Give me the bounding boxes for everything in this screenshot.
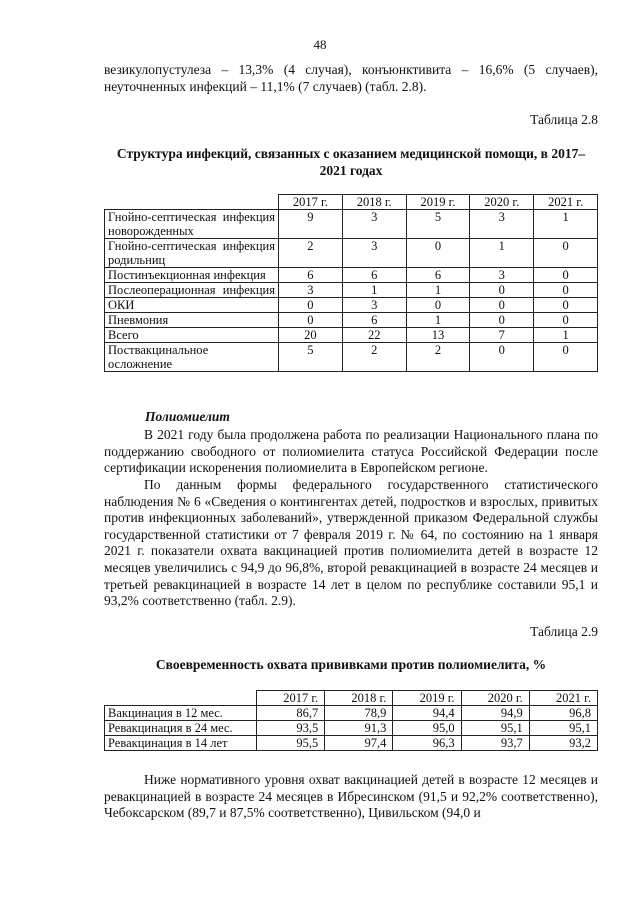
row-label: ОКИ xyxy=(105,298,279,313)
table-cell: 0 xyxy=(534,239,598,268)
table-cell: 3 xyxy=(342,210,406,239)
row-label: Пневмония xyxy=(105,313,279,328)
table-cell: 3 xyxy=(470,268,534,283)
table-cell: 95,1 xyxy=(529,721,597,736)
table-cell: 3 xyxy=(342,239,406,268)
year-header: 2020 г. xyxy=(470,195,534,210)
table-row xyxy=(105,706,598,721)
paragraph-1: В 2021 году была продолжена работа по реализации Национального плана по поддержанию свободного от полиомиелита статуса Российской Федерации после сертификации искоренения полиомиелита в Европейском регионе. xyxy=(104,427,598,476)
table-header-row xyxy=(105,195,598,210)
table-cell: 0 xyxy=(406,298,470,313)
year-header: 2017 г. xyxy=(257,691,325,706)
table-cell: 93,7 xyxy=(461,736,529,751)
table-row xyxy=(105,313,598,328)
table-cell: 96,8 xyxy=(529,706,597,721)
table-cell: 0 xyxy=(534,343,598,372)
year-header: 2017 г. xyxy=(279,195,343,210)
table-cell: 6 xyxy=(406,268,470,283)
table-cell: 22 xyxy=(342,328,406,343)
table-cell: 93,2 xyxy=(529,736,597,751)
table-cell: 6 xyxy=(342,268,406,283)
table-cell: 0 xyxy=(534,298,598,313)
table-cell: 0 xyxy=(279,313,343,328)
page-number: 48 xyxy=(313,37,327,52)
table-cell: 1 xyxy=(342,283,406,298)
row-label: Ревакцинация в 14 лет xyxy=(105,736,257,751)
table-cell: 94,4 xyxy=(393,706,461,721)
year-header: 2019 г. xyxy=(406,195,470,210)
table-row xyxy=(105,328,598,343)
table-row xyxy=(105,210,598,239)
table-row xyxy=(105,736,598,751)
table-cell: 1 xyxy=(406,313,470,328)
table-2-9-label: Таблица 2.9 xyxy=(530,624,598,639)
row-label: Ревакцинация в 24 мес. xyxy=(105,721,257,736)
table-cell: 78,9 xyxy=(325,706,393,721)
table-cell: 13 xyxy=(406,328,470,343)
paragraph-3: Ниже нормативного уровня охват вакцинацией детей в возрасте 12 месяцев и ревакцинацией в возрасте 24 месяцев в Ибресинском (91,5 и 92,2% соответственно), Чебоксарском (89,7 и 87,5% соответственно), Цивильском (94,0 и xyxy=(104,772,598,821)
table-cell: 9 xyxy=(279,210,343,239)
table-row xyxy=(105,721,598,736)
row-label: Послеоперационная инфекция xyxy=(105,283,279,298)
table-cell: 5 xyxy=(406,210,470,239)
table-cell: 0 xyxy=(279,298,343,313)
table-cell: 7 xyxy=(470,328,534,343)
table-cell: 5 xyxy=(279,343,343,372)
table-2-8-label: Таблица 2.8 xyxy=(530,112,598,127)
table-cell: 0 xyxy=(534,268,598,283)
table-cell: 6 xyxy=(279,268,343,283)
table-cell: 93,5 xyxy=(257,721,325,736)
table-cell: 0 xyxy=(470,283,534,298)
table-cell: 2 xyxy=(406,343,470,372)
table-cell: 0 xyxy=(534,313,598,328)
table-row xyxy=(105,283,598,298)
table-header-row xyxy=(105,691,598,706)
table-row xyxy=(105,343,598,372)
year-header: 2020 г. xyxy=(461,691,529,706)
table-cell: 86,7 xyxy=(257,706,325,721)
table-row xyxy=(105,239,598,268)
row-label: Гнойно-септическая инфекция родильниц xyxy=(105,239,279,268)
table-cell: 0 xyxy=(470,298,534,313)
table-cell: 91,3 xyxy=(325,721,393,736)
table-cell: 3 xyxy=(470,210,534,239)
table-2-8 xyxy=(104,194,598,372)
intro-paragraph: везикулопустулеза – 13,3% (4 случая), конъюнктивита – 16,6% (5 случаев), неуточненных инфекций – 11,1% (7 случаев) (табл. 2.8). xyxy=(104,62,598,94)
table-cell: 95,5 xyxy=(257,736,325,751)
table-cell: 1 xyxy=(406,283,470,298)
table-cell: 0 xyxy=(406,239,470,268)
table-cell: 95,0 xyxy=(393,721,461,736)
table-cell: 94,9 xyxy=(461,706,529,721)
table-row xyxy=(105,298,598,313)
year-header: 2019 г. xyxy=(393,691,461,706)
year-header: 2021 г. xyxy=(529,691,597,706)
row-label: Вакцинация в 12 мес. xyxy=(105,706,257,721)
table-cell: 6 xyxy=(342,313,406,328)
table-cell: 1 xyxy=(534,210,598,239)
table-cell: 0 xyxy=(534,283,598,298)
table-cell: 2 xyxy=(279,239,343,268)
table-cell: 3 xyxy=(279,283,343,298)
table-cell: 96,3 xyxy=(393,736,461,751)
year-header: 2018 г. xyxy=(325,691,393,706)
table-cell: 2 xyxy=(342,343,406,372)
section-heading: Полиомиелит xyxy=(145,409,230,424)
table-cell: 1 xyxy=(470,239,534,268)
year-header: 2021 г. xyxy=(534,195,598,210)
year-header: 2018 г. xyxy=(342,195,406,210)
row-label: Гнойно-септическая инфекция новорожденных xyxy=(105,210,279,239)
table-row xyxy=(105,268,598,283)
table-cell: 97,4 xyxy=(325,736,393,751)
table-cell: 0 xyxy=(470,313,534,328)
table-2-8-title: Структура инфекций, связанных с оказанием медицинской помощи, в 2017–2021 годах xyxy=(116,146,586,178)
table-2-9 xyxy=(104,690,598,751)
table-cell: 1 xyxy=(534,328,598,343)
table-cell: 0 xyxy=(470,343,534,372)
table-2-9-title: Своевременность охвата прививками против полиомиелита, % xyxy=(155,657,547,672)
row-label: Всего xyxy=(105,328,279,343)
table-cell: 95,1 xyxy=(461,721,529,736)
table-cell: 20 xyxy=(279,328,343,343)
table-cell: 3 xyxy=(342,298,406,313)
table-corner-cell xyxy=(105,195,279,210)
table-corner-cell xyxy=(105,691,257,706)
row-label: Поствакцинальное осложнение xyxy=(105,343,279,372)
row-label: Постинъекционная инфекция xyxy=(105,268,279,283)
paragraph-2: По данным формы федерального государственного статистического наблюдения № 6 «Сведения о контингентах детей, подростков и взрослых, привитых против инфекционных заболеваний», утвержденной приказом Федеральной службы государственной статистики от 7 февраля 2019 г. № 64, по состоянию на 1 января 2021 г. показатели охвата вакцинацией против полиомиелита детей в возрасте 12 месяцев увеличились с 94,9 до 96,8%, второй ревакцинацией в возрасте 24 месяцев и третьей ревакцинацией в возрасте 14 лет в целом по республике составили 95,1 и 93,2% соответственно (табл. 2.9). xyxy=(104,477,598,609)
